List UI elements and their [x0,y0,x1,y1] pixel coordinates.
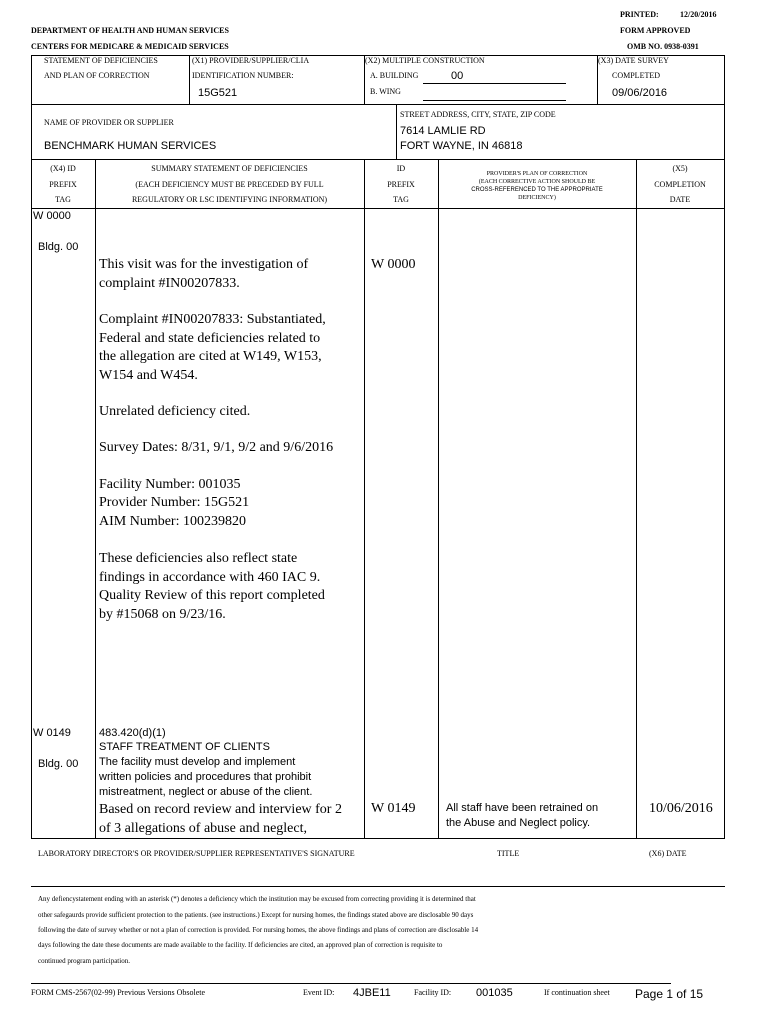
regulation-title: STAFF TREATMENT OF CLIENTS [99,741,270,753]
x1-label-1: (X1) PROVIDER/SUPPLIER/CLIA [192,56,310,65]
wing-label: B. WING [370,87,401,96]
building-label: A. BUILDING [370,71,419,80]
finding-text: Based on record review and interview for 2 of 3 allegations of abuse and neglect, [99,802,342,836]
facility-id-label: Facility ID: [414,988,452,997]
regulation-reference: 483.420(d)(1) [99,727,166,739]
x4-header-2: PREFIX [49,180,77,189]
plan-header-3: CROSS-REFERENCED TO THE APPROPRIATE [471,187,603,193]
x1-label-2: IDENTIFICATION NUMBER: [192,71,294,80]
event-id-value: 4JBE11 [353,987,391,999]
omb-number: OMB NO. 0938-0391 [627,42,699,51]
building-value: 00 [451,70,464,82]
facility-id-value: 001035 [476,987,513,999]
disclaimer-line-1: Any defiencystatement ending with an asterisk (*) denotes a deficiency which the institution may be excused from correcting providing it is determined that [38,895,476,903]
director-signature-label: LABORATORY DIRECTOR'S OR PROVIDER/SUPPLIER REPRESENTATIVE'S SIGNATURE [38,849,355,858]
id-header-2: PREFIX [387,180,415,189]
form-approved: FORM APPROVED [620,26,691,35]
x2-label: (X2) MULTIPLE CONSTRUCTION [365,56,485,65]
complaint-paragraph: Complaint #IN00207833: Substantiated, Federal and state deficiencies related to the allegation are cited at W149, W153, W154 and W454. [99,312,326,383]
address-line-2: FORT WAYNE, IN 46818 [400,140,523,152]
state-findings-paragraph: These deficiencies also reflect state findings in accordance with 460 IAC 9. Quality Review of this report completed by #15068 on 9/23/16. [99,551,325,622]
disclaimer-line-3: following the date of survey whether or not a plan of correction is provided. For nursing homes, the above findings and plans of correction are disclosable 14 [38,926,479,934]
plan-header-2: (EACH CORRECTIVE ACTION SHOULD BE [478,179,596,185]
survey-dates-paragraph: Survey Dates: 8/31, 9/1, 9/2 and 9/6/2016 [99,440,334,455]
provider-number: Provider Number: 15G521 [99,495,250,510]
address-line-1: 7614 LAMLIE RD [400,125,486,137]
completion-date: 10/06/2016 [649,801,713,816]
x6-date-label: (X6) DATE [649,849,687,858]
event-id-label: Event ID: [303,988,335,997]
x3-label-1: (X3) DATE SURVEY [598,56,669,65]
printed-date: 12/20/2016 [680,10,717,19]
summary-header-2: (EACH DEFICIENCY MUST BE PRECEDED BY FULL [135,180,324,189]
provider-name-value: BENCHMARK HUMAN SERVICES [44,140,217,152]
x5-header-3: DATE [669,195,691,204]
summary-header-3: REGULATORY OR LSC IDENTIFYING INFORMATION) [131,195,328,204]
id-tag-w0149: W 0149 [371,801,416,816]
statement-label-1: STATEMENT OF DEFICIENCIES [44,56,158,65]
plan-of-correction-text: All staff have been retrained on the Abuse and Neglect policy. [446,802,599,829]
unrelated-paragraph: Unrelated deficiency cited. [99,404,251,419]
survey-completed-date: 09/06/2016 [612,87,668,99]
x3-label-2: COMPLETED [612,71,660,80]
address-label: STREET ADDRESS, CITY, STATE, ZIP CODE [400,110,556,119]
x4-header-1: (X4) ID [50,164,76,173]
id-header-1: ID [396,164,406,173]
x4-header-3: TAG [55,195,71,204]
provider-name-label: NAME OF PROVIDER OR SUPPLIER [44,118,174,127]
id-tag-w0000: W 0000 [371,257,416,272]
x5-header-2: COMPLETION [654,180,706,189]
continuation-label: If continuation sheet [544,988,610,997]
provider-id-value: 15G521 [198,87,238,99]
facility-number: Facility Number: 001035 [99,477,241,492]
department-title: DEPARTMENT OF HEALTH AND HUMAN SERVICES [31,26,229,35]
plan-header-4: DEFICIENCY) [518,195,556,201]
id-header-3: TAG [393,195,409,204]
disclaimer-line-5: continued program participation. [38,957,130,965]
statement-label-2: AND PLAN OF CORRECTION [44,71,150,80]
tag-w0000: W 0000 [33,210,71,222]
disclaimer-line-2: other safegaurds provide sufficient protection to the patients. (see instructions.) Except for nursing homes, the findings stated above are disclosable 90 days [38,911,474,919]
x5-header-1: (X5) [672,164,688,173]
intro-paragraph: This visit was for the investigation of complaint #IN00207833. [99,257,309,291]
form-number: FORM CMS-2567(02-99) Previous Versions Obsolete [31,988,206,997]
page-number: Page 1 of 15 [635,987,704,1001]
building-tag-1: Bldg. 00 [38,241,79,253]
aim-number: AIM Number: 100239820 [99,514,246,529]
disclaimer-line-4: days following the date these documents are made available to the facility. If deficiencies are cited, an approved plan of correction is requisite to [38,941,443,949]
cms-title: CENTERS FOR MEDICARE & MEDICAID SERVICES [31,42,229,51]
tag-w0149: W 0149 [33,727,71,739]
printed-label: PRINTED: [620,10,659,19]
title-label: TITLE [497,849,520,858]
building-tag-2: Bldg. 00 [38,758,79,770]
summary-header-1: SUMMARY STATEMENT OF DEFICIENCIES [151,164,308,173]
plan-header-1: PROVIDER'S PLAN OF CORRECTION [486,171,588,177]
regulation-text: The facility must develop and implement written policies and procedures that prohibit mistreatment, neglect or abuse of the client. [99,756,313,798]
